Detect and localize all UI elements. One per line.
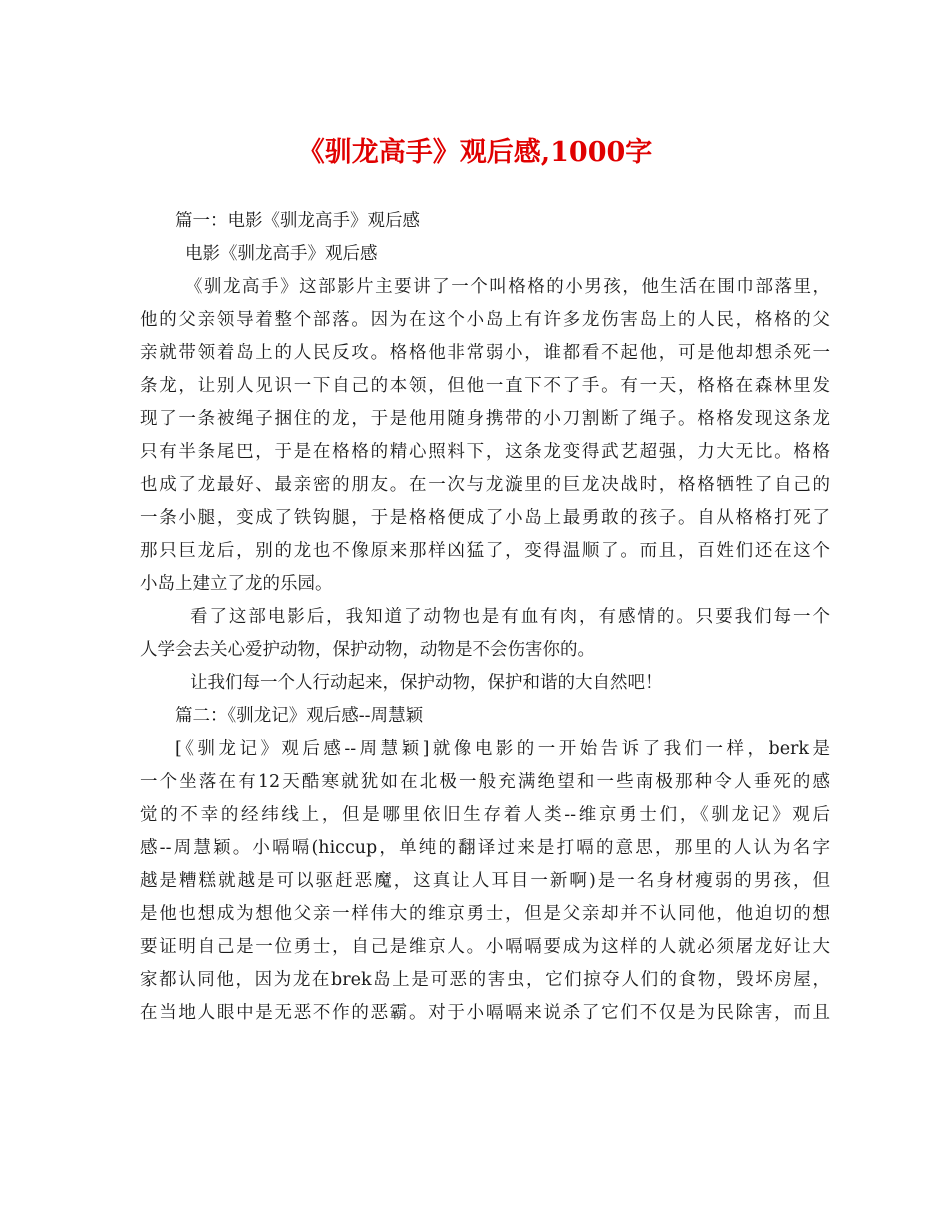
text-line: 越是糟糕就越是可以驱赶恶魔，这真让人耳目一新啊)是一名身材瘦弱的男孩，但 (140, 871, 830, 891)
text-line: 觉的不幸的经纬线上，但是哪里依旧生存着人类--维京勇士们，《驯龙记》观后 (140, 805, 830, 825)
text-line: 篇二：《驯龙记》观后感--周慧颖 (175, 706, 424, 726)
text-line: 《驯龙高手》这部影片主要讲了一个叫格格的小男孩，他生活在围巾部落里， (185, 277, 830, 297)
text-line: 那只巨龙后，别的龙也不像原来那样凶猛了，变得温顺了。而且，百姓们还在这个 (140, 541, 830, 561)
text-line: 他的父亲领导着整个部落。因为在这个小岛上有许多龙伤害岛上的人民，格格的父 (140, 310, 830, 330)
text-line: 让我们每一个人行动起来，保护动物，保护和谐的大自然吧！ (190, 673, 663, 693)
text-line: 电影《驯龙高手》观后感 (185, 244, 378, 264)
text-line: 只有半条尾巴，于是在格格的精心照料下，这条龙变得武艺超强，力大无比。格格 (140, 442, 830, 462)
text-line: 篇一：电影《驯龙高手》观后感 (175, 211, 420, 231)
text-line: [《驯龙记》观后感--周慧颖]就像电影的一开始告诉了我们一样，berk是 (175, 739, 830, 759)
text-line: 一个坐落在有12天酷寒就犹如在北极一般充满绝望和一些南极那种令人垂死的感 (140, 772, 830, 792)
text-line: 家都认同他，因为龙在brek岛上是可恶的害虫，它们掠夺人们的食物，毁坏房屋， (140, 970, 830, 990)
text-line: 人学会去关心爱护动物，保护动物，动物是不会伤害你的。 (140, 640, 595, 660)
text-line: 亲就带领着岛上的人民反攻。格格他非常弱小，谁都看不起他，可是他却想杀死一 (140, 343, 830, 363)
text-line: 也成了龙最好、最亲密的朋友。在一次与龙漩里的巨龙决战时，格格牺牲了自己的 (140, 475, 830, 495)
text-line: 感--周慧颖。小嗝嗝(hiccup，单纯的翻译过来是打嗝的意思，那里的人认为名字 (140, 838, 830, 858)
text-line: 在当地人眼中是无恶不作的恶霸。对于小嗝嗝来说杀了它们不仅是为民除害，而且 (140, 1003, 830, 1023)
text-line: 要证明自己是一位勇士，自己是维京人。小嗝嗝要成为这样的人就必须屠龙好让大 (140, 937, 830, 957)
text-line: 看了这部电影后，我知道了动物也是有血有肉，有感情的。只要我们每一个 (190, 607, 830, 627)
text-line: 一条小腿，变成了铁钩腿，于是格格便成了小岛上最勇敢的孩子。自从格格打死了 (140, 508, 830, 528)
text-line: 现了一条被绳子捆住的龙，于是他用随身携带的小刀割断了绳子。格格发现这条龙 (140, 409, 830, 429)
document-body (140, 205, 830, 1030)
document-title: 《驯龙高手》观后感,1000字 (297, 137, 653, 168)
text-line: 条龙，让别人见识一下自己的本领，但他一直下不了手。有一天，格格在森林里发 (140, 376, 830, 396)
text-line: 小岛上建立了龙的乐园。 (140, 574, 333, 594)
text-line: 是他也想成为想他父亲一样伟大的维京勇士，但是父亲却并不认同他，他迫切的想 (140, 904, 830, 924)
